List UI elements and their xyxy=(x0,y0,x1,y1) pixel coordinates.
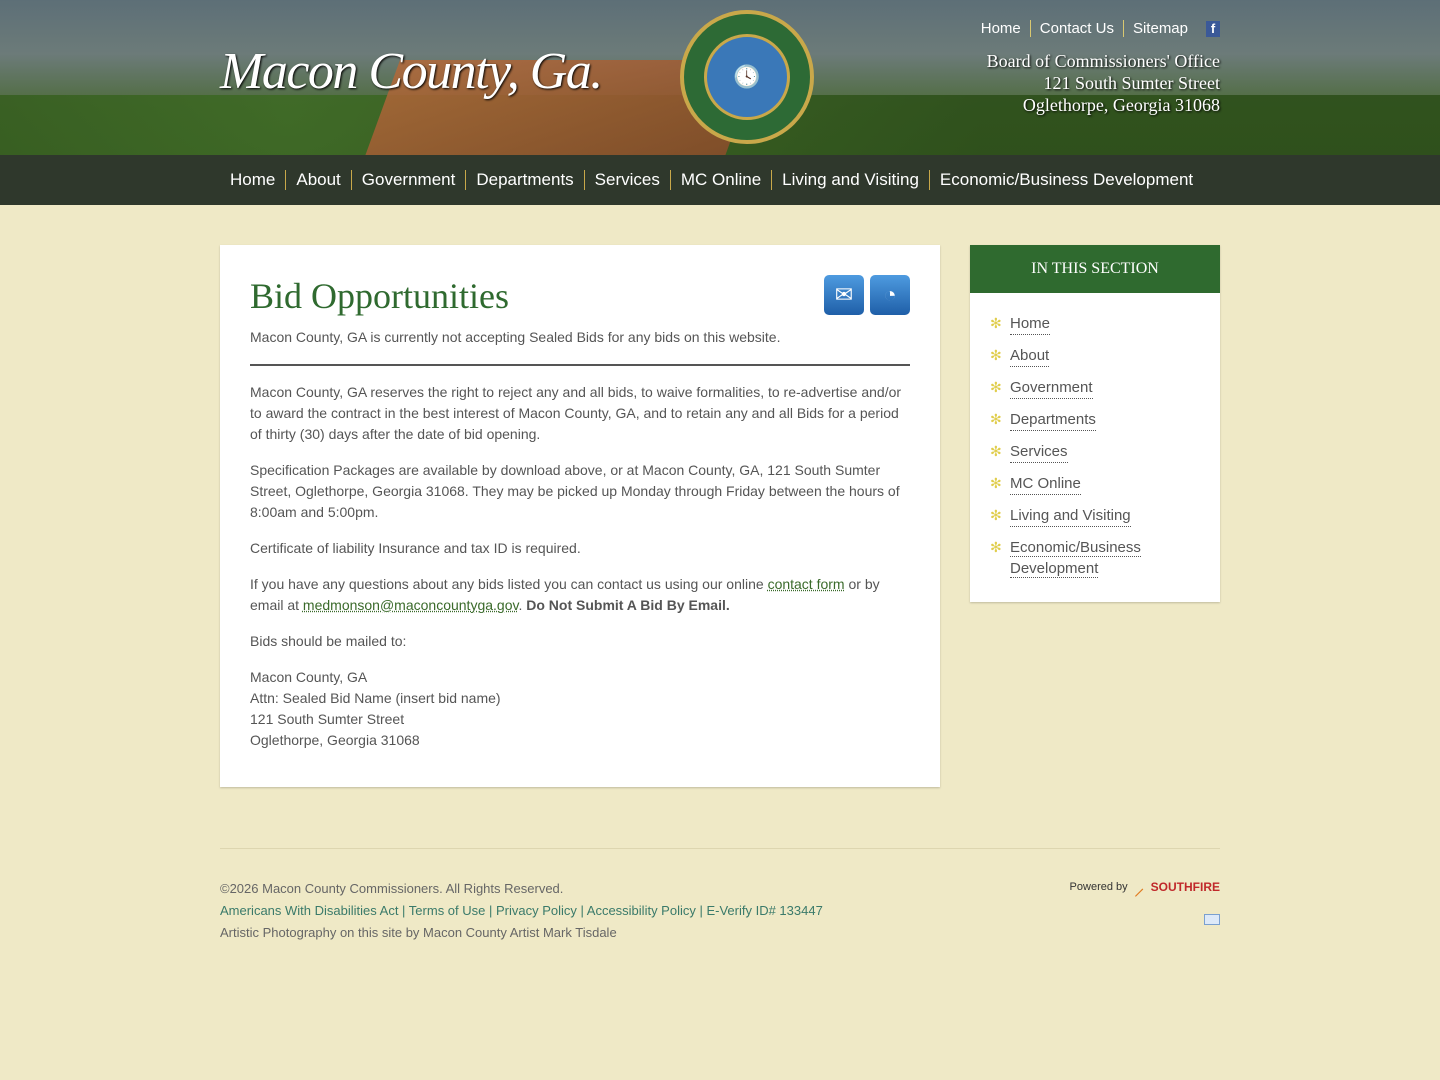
paragraph: Specification Packages are available by download above, or at Macon County, GA, 121 South Sumter Street, Oglethorpe, Georgia 31068. They may be picked up Monday through Friday between the hours of 8:00am and 5:00pm. xyxy=(250,462,900,520)
main-nav xyxy=(0,155,1440,205)
paragraph: Bids should be mailed to: xyxy=(250,633,407,649)
sidebar-link[interactable]: Living and Visiting xyxy=(1010,505,1131,527)
nav-mc-online[interactable]: MC Online xyxy=(670,170,771,190)
email-subscribe-icon[interactable]: ✉ xyxy=(824,275,864,315)
mail-icon[interactable] xyxy=(1204,914,1220,925)
section-sidebar xyxy=(970,245,1220,602)
bullet-icon: ✻ xyxy=(990,379,1002,395)
nav-home[interactable]: Home xyxy=(230,170,276,189)
address-line: Board of Commissioners' Office xyxy=(986,51,1220,71)
sidebar-item-mc-online[interactable] xyxy=(990,473,1220,495)
copyright: ©2026 Macon County Commissioners. All Rights Reserved. xyxy=(220,881,564,896)
bullet-icon: ✻ xyxy=(990,507,1002,523)
lead-text: Macon County, GA is currently not accepting Sealed Bids for any bids on this website. xyxy=(250,327,910,366)
text: . xyxy=(518,597,527,613)
email-link[interactable]: medmonson@maconcountyga.gov xyxy=(302,597,519,613)
footer-links[interactable]: Americans With Disabilities Act | Terms of Use | Privacy Policy | Accessibility Policy | E-Verify ID# 133447 xyxy=(220,903,823,918)
flame-icon: ⸝ xyxy=(1133,875,1145,900)
address-line: Oglethorpe, Georgia 31068 xyxy=(1022,95,1220,115)
office-address xyxy=(987,50,1220,116)
contact-paragraph xyxy=(250,574,910,616)
sidebar-link[interactable]: Home xyxy=(1010,313,1050,335)
powered-label: Powered by xyxy=(1069,881,1128,893)
header xyxy=(0,0,1440,155)
footer xyxy=(220,878,823,944)
address-line: 121 South Sumter Street xyxy=(1043,73,1220,93)
bullet-icon: ✻ xyxy=(990,539,1002,555)
address-line: Oglethorpe, Georgia 31068 xyxy=(250,732,420,748)
content-panel xyxy=(220,245,940,787)
nav-economic[interactable]: Economic/Business Development xyxy=(929,170,1203,190)
county-seal[interactable] xyxy=(680,10,814,144)
contact-form-link[interactable]: contact form xyxy=(767,576,845,592)
powered-by[interactable] xyxy=(1070,872,1220,902)
sidebar-link[interactable]: Government xyxy=(1010,377,1093,399)
sidebar-link[interactable]: About xyxy=(1010,345,1049,367)
page-title: Bid Opportunities xyxy=(250,276,509,316)
address-line: Attn: Sealed Bid Name (insert bid name) xyxy=(250,690,501,706)
text: If you have any questions about any bids listed you can contact us using our online xyxy=(250,576,768,592)
paragraph: Macon County, GA reserves the right to reject any and all bids, to waive formalities, to re-advertise and/or to award the contract in the best interest of Macon County, GA, and to retain any and all Bids for a period of thirty (30) days after the date of bid opening. xyxy=(250,384,902,442)
sidebar-item-government[interactable] xyxy=(990,377,1220,399)
sidebar-link[interactable]: Services xyxy=(1010,441,1068,463)
mailing-address xyxy=(250,667,910,751)
rss-feed-icon[interactable]: ◔ xyxy=(870,275,910,315)
site-logo[interactable]: Macon County, Ga. xyxy=(220,43,602,100)
top-link-sitemap[interactable]: Sitemap xyxy=(1123,20,1197,37)
southfire-logo[interactable]: SOUTHFIRE xyxy=(1150,880,1220,894)
sidebar-link[interactable]: Departments xyxy=(1010,409,1096,431)
sidebar-link[interactable]: MC Online xyxy=(1010,473,1081,495)
sidebar-link[interactable]: Economic/Business Development xyxy=(1010,539,1141,577)
address-line: Macon County, GA xyxy=(250,669,368,685)
bullet-icon: ✻ xyxy=(990,475,1002,491)
nav-government[interactable]: Government xyxy=(351,170,466,190)
bullet-icon: ✻ xyxy=(990,443,1002,459)
footer-divider xyxy=(220,848,1220,849)
sidebar-item-services[interactable] xyxy=(990,441,1220,463)
utility-links xyxy=(972,20,1220,37)
top-link-contact[interactable]: Contact Us xyxy=(1030,20,1123,37)
nav-about[interactable]: About xyxy=(285,170,350,190)
sidebar-title: IN THIS SECTION xyxy=(970,245,1220,293)
address-line: 121 South Sumter Street xyxy=(250,711,405,727)
nav-departments[interactable]: Departments xyxy=(465,170,583,190)
nav-services[interactable]: Services xyxy=(584,170,670,190)
paragraph: Certificate of liability Insurance and tax ID is required. xyxy=(250,540,581,556)
clock-tower-icon: 🕓 xyxy=(704,34,790,120)
text: or by email at xyxy=(250,576,880,613)
sidebar-item-about[interactable] xyxy=(990,345,1220,367)
bullet-icon: ✻ xyxy=(990,411,1002,427)
sidebar-item-home[interactable] xyxy=(990,313,1220,335)
facebook-icon[interactable]: f xyxy=(1206,21,1220,37)
sidebar-item-living[interactable] xyxy=(990,505,1220,527)
warning-text: Do Not Submit A Bid By Email. xyxy=(526,597,730,613)
photo-credit: Artistic Photography on this site by Macon County Artist Mark Tisdale xyxy=(220,925,617,940)
bullet-icon: ✻ xyxy=(990,315,1002,331)
nav-living-visiting[interactable]: Living and Visiting xyxy=(771,170,929,190)
bullet-icon: ✻ xyxy=(990,347,1002,363)
sidebar-item-economic[interactable] xyxy=(990,537,1220,579)
sidebar-item-departments[interactable] xyxy=(990,409,1220,431)
top-link-home[interactable]: Home xyxy=(980,20,1021,37)
